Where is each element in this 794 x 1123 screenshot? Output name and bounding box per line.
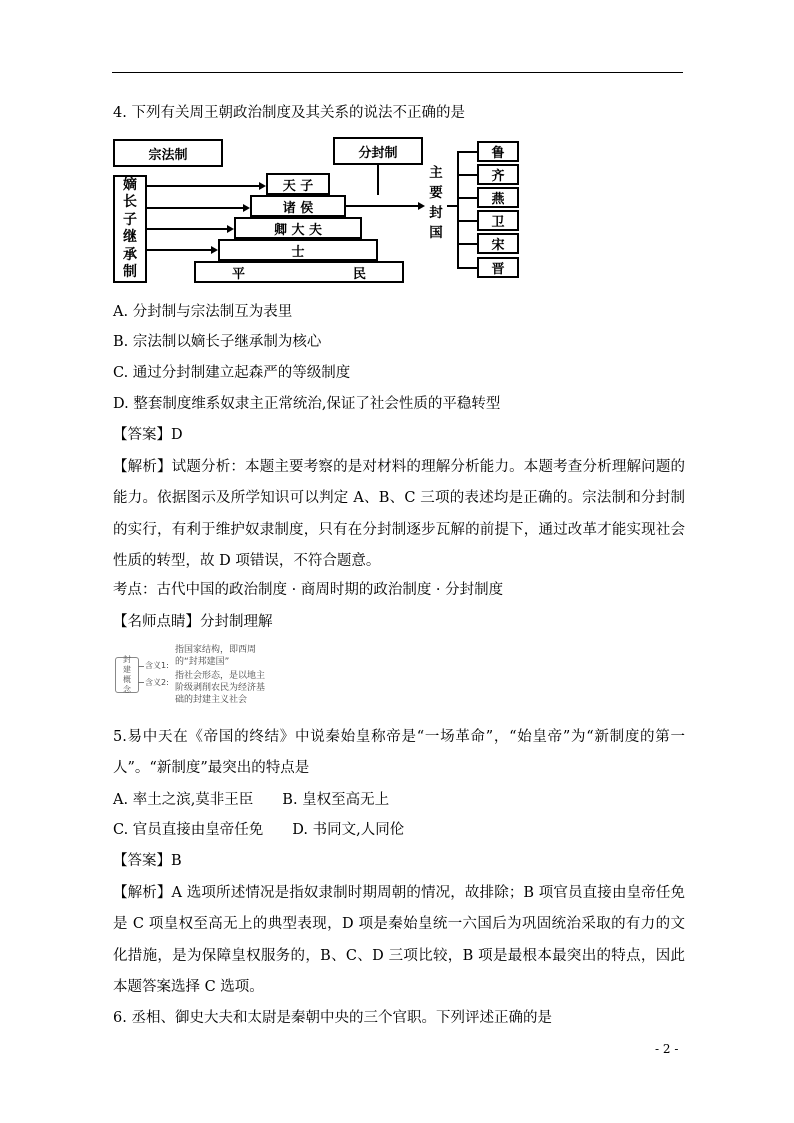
- bracket-line: [457, 267, 477, 269]
- han2-text: [175, 670, 265, 706]
- arrow-line: [147, 185, 259, 187]
- dizhangzi-char: 子: [123, 211, 137, 228]
- concept-line: [138, 682, 144, 683]
- q5-options-ab: A. 率土之滨,莫非王臣 B. 皇权至高无上: [113, 792, 390, 808]
- concept-char: 封: [123, 655, 131, 664]
- concept-box: [115, 657, 139, 693]
- bracket-line: [457, 151, 477, 153]
- q4-option-c: C. 通过分封制建立起森严的等级制度: [113, 365, 351, 381]
- fief-qi: 齐: [477, 164, 519, 185]
- han2-label: 含义2:: [145, 678, 169, 687]
- bracket-line: [457, 220, 477, 222]
- arrow-line: [346, 205, 418, 207]
- pyramid-shi: 士: [218, 239, 378, 261]
- q5-options-cd: C. 官员直接由皇帝任免 D. 书同文,人同伦: [113, 822, 405, 838]
- q4-answer: 【答案】D: [113, 427, 183, 443]
- pingmin-char: 民: [352, 266, 366, 282]
- q4-mingshi: 【名师点睛】分封制理解: [113, 614, 273, 630]
- fengjian-concept-figure: [113, 644, 313, 706]
- han1-line: 的“封邦建国”: [175, 657, 230, 667]
- bracket-line: [457, 151, 459, 269]
- arrow-head-icon: [227, 225, 234, 233]
- dizhangzi-char: 继: [123, 229, 137, 245]
- zhuyao-char: 主: [429, 165, 443, 181]
- dizhangzi-box: [113, 175, 147, 283]
- arrow-head-icon: [259, 182, 266, 190]
- han2-line: 指社会形态，是以地主: [175, 671, 266, 681]
- fief-wei: 卫: [477, 210, 519, 231]
- arrow-head-icon: [243, 204, 250, 212]
- zhuyao-char: 要: [429, 185, 443, 201]
- zhuyao-char: 封: [429, 205, 443, 221]
- pingmin-char: 平: [232, 266, 246, 282]
- q4-option-d: D. 整套制度维系奴隶主正常统治,保证了社会性质的平稳转型: [113, 396, 501, 412]
- han1-line: 指国家结构，即西周: [175, 645, 257, 655]
- fief-jin: 晋: [477, 257, 519, 278]
- q5-answer: 【答案】B: [113, 853, 182, 869]
- q6-stem: 6. 丞相、御史大夫和太尉是秦朝中央的三个官职。下列评述正确的是: [113, 1010, 552, 1026]
- connector-line: [377, 165, 379, 195]
- bracket-line: [447, 205, 457, 207]
- arrow-line: [147, 207, 243, 209]
- zhou-political-system-diagram: [113, 137, 533, 287]
- q4-option-a: A. 分封制与宗法制互为表里: [113, 304, 293, 320]
- fenfeng-box: 分封制: [333, 137, 423, 165]
- q5-stem: 5.易中天在《帝国的终结》中说秦始皇称帝是“一场革命”，“始皇帝”为“新制度的第一人”。“新制度”最突出的特点是: [113, 729, 685, 777]
- pyramid-tianzi: 天 子: [266, 173, 330, 195]
- arrow-head-icon: [418, 202, 425, 210]
- arrow-line: [147, 249, 211, 251]
- han1-label: 含义1:: [145, 661, 169, 670]
- han2-line: 阶级剥削农民为经济基: [175, 683, 266, 693]
- q4-stem: 4. 下列有关周王朝政治制度及其关系的说法不正确的是: [113, 105, 465, 121]
- zhuyao-char: 国: [429, 225, 443, 241]
- pyramid-pingmin: [194, 261, 404, 283]
- dizhangzi-char: 承: [123, 246, 137, 263]
- dizhangzi-char: 长: [123, 194, 137, 210]
- page-number: - 2 -: [655, 1042, 679, 1056]
- bracket-line: [457, 174, 477, 176]
- han1-text: [175, 644, 256, 668]
- main-fiefs-label: [425, 157, 447, 249]
- concept-char: 概: [123, 675, 131, 684]
- bracket-line: [457, 197, 477, 199]
- fief-song: 宋: [477, 233, 519, 254]
- q4-option-b: B. 宗法制以嫡长子继承制为核心: [113, 334, 322, 350]
- bracket-line: [457, 243, 477, 245]
- header-rule: [112, 72, 683, 73]
- zongfa-box: 宗法制: [113, 139, 223, 167]
- q4-analysis: 【解析】试题分析：本题主要考察的是对材料的理解分析能力。本题考查分析理解问题的能力。依据图示及所学知识可以判定 A、B、C 三项的表述均是正确的。宗法制和分封制的实行，有利于维护奴隶制度，只有在分封制逐步瓦解的前提下，通过改革才能实现社会性质的转型，故 D 项错误，不符合题意。: [113, 459, 685, 569]
- concept-char: 念: [123, 685, 131, 694]
- concept-char: 建: [123, 665, 131, 674]
- q5-analysis: 【解析】A 选项所述情况是指奴隶制时期周朝的情况，故排除；B 项官员直接由皇帝任免是 C 项皇权至高无上的典型表现，D 项是秦始皇统一六国后为巩固统治采取的有力的文化措施，是为保障皇权服务的，B、C、D 三项比较，B 项是最根本最突出的特点，因此本题答案选择 C 选项。: [113, 885, 685, 995]
- pyramid-qingdafu: 卿 大 夫: [234, 217, 362, 239]
- dizhangzi-char: 嫡: [123, 176, 137, 193]
- arrow-line: [147, 228, 227, 230]
- fief-lu: 鲁: [477, 141, 519, 162]
- pyramid-zhuhou: 诸 侯: [250, 195, 346, 217]
- concept-line: [138, 666, 144, 667]
- han2-line: 础的封建主义社会: [175, 695, 248, 705]
- arrow-head-icon: [211, 246, 218, 254]
- q4-kaodian: 考点：古代中国的政治制度 · 商周时期的政治制度 · 分封制度: [113, 582, 504, 598]
- fief-yan: 燕: [477, 187, 519, 208]
- dizhangzi-char: 制: [123, 264, 137, 280]
